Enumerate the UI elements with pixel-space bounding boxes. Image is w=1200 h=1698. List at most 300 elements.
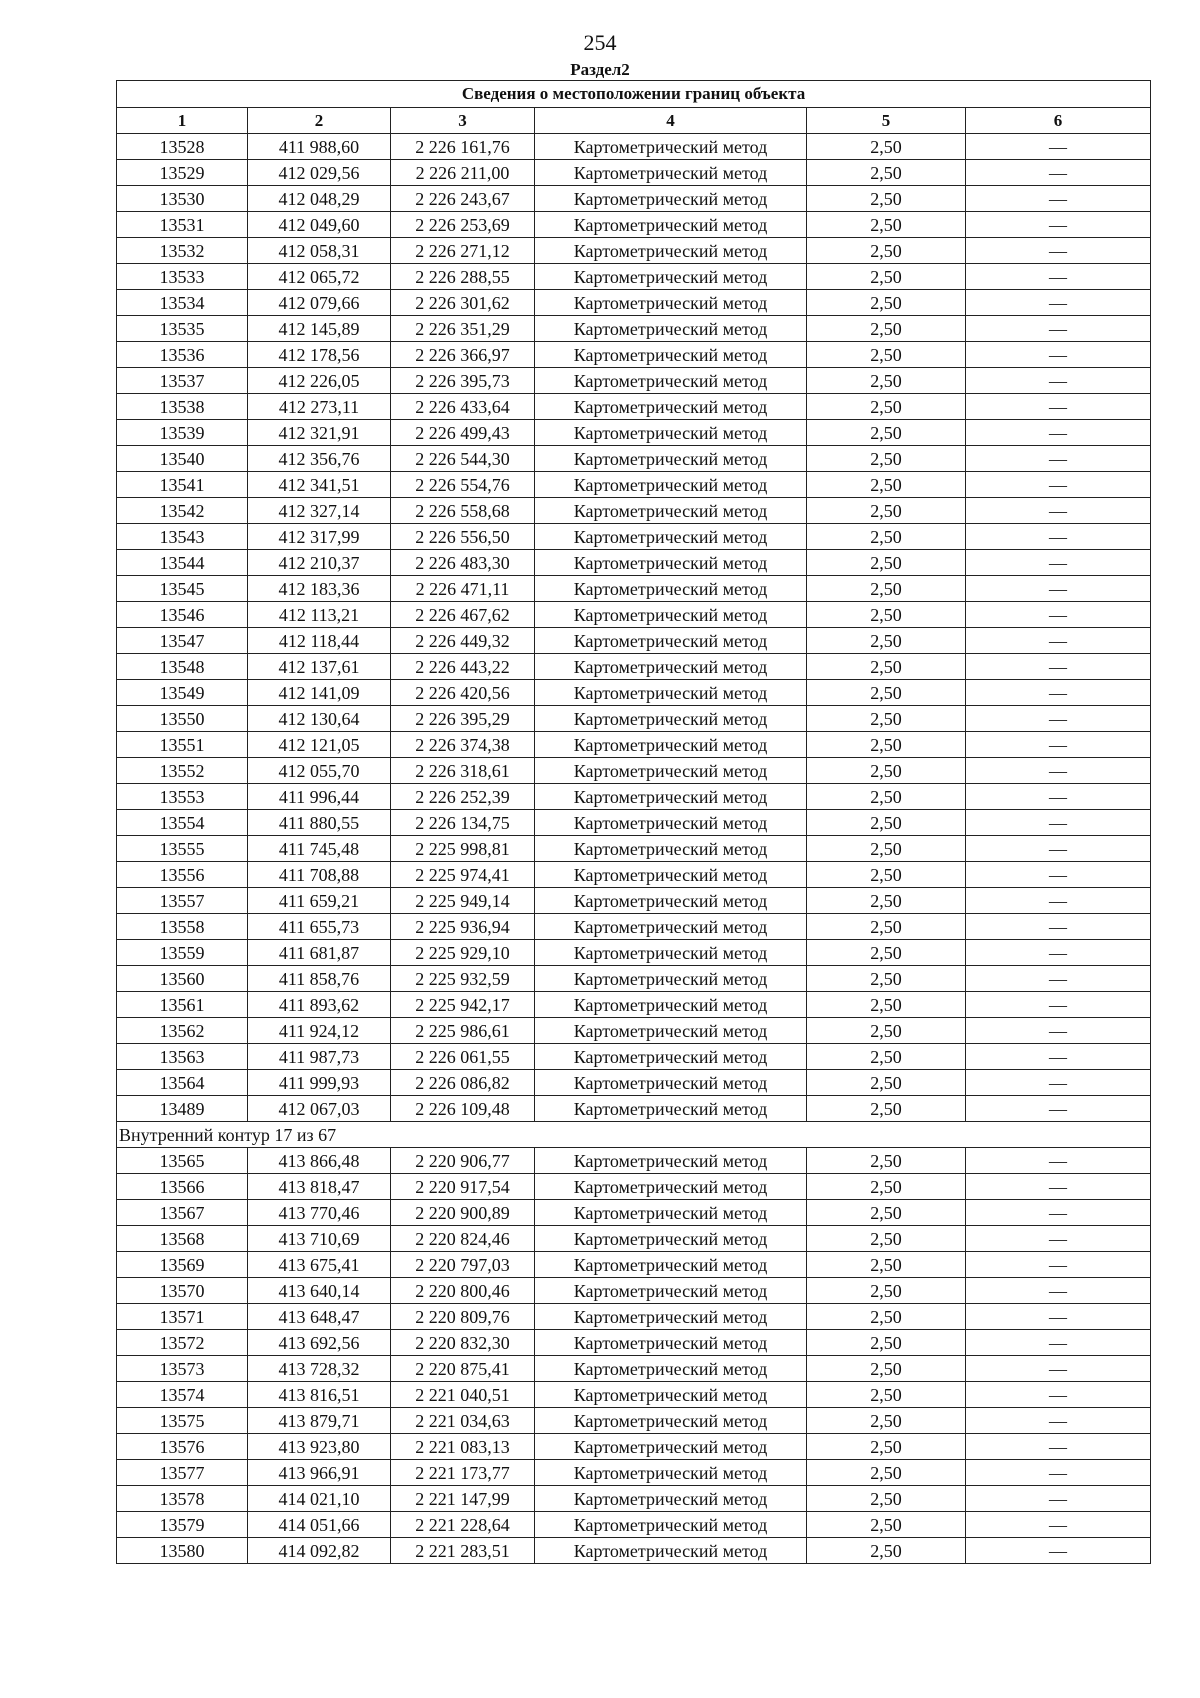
y-coordinate-cell: 2 226 301,62 xyxy=(391,290,535,316)
accuracy-cell: 2,50 xyxy=(807,1356,966,1382)
point-number-cell: 13556 xyxy=(117,862,248,888)
method-cell: Картометрический метод xyxy=(535,290,807,316)
note-value: — xyxy=(1049,1514,1068,1535)
y-coordinate-cell: 2 220 824,46 xyxy=(391,1226,535,1252)
x-coordinate-cell: 413 728,32 xyxy=(248,1356,391,1382)
y-coordinate-cell: 2 220 832,30 xyxy=(391,1330,535,1356)
x-coordinate-cell: 411 880,55 xyxy=(248,810,391,836)
x-coordinate-cell: 412 048,29 xyxy=(248,186,391,212)
point-number-cell: 13539 xyxy=(117,420,248,446)
accuracy-cell: 2,50 xyxy=(807,1460,966,1486)
x-coordinate-cell: 411 988,60 xyxy=(248,134,391,160)
note-cell xyxy=(966,1382,1151,1408)
boundary-coordinates-table xyxy=(116,80,1151,1564)
method-cell: Картометрический метод xyxy=(535,1200,807,1226)
method-cell: Картометрический метод xyxy=(535,940,807,966)
point-number-cell: 13534 xyxy=(117,290,248,316)
point-number-cell: 13555 xyxy=(117,836,248,862)
x-coordinate-cell: 412 356,76 xyxy=(248,446,391,472)
method-cell: Картометрический метод xyxy=(535,212,807,238)
x-coordinate-cell: 414 051,66 xyxy=(248,1512,391,1538)
note-value: — xyxy=(1049,1488,1068,1509)
method-cell: Картометрический метод xyxy=(535,368,807,394)
note-value: — xyxy=(1049,396,1068,417)
method-cell: Картометрический метод xyxy=(535,1070,807,1096)
note-cell xyxy=(966,628,1151,654)
point-number-cell: 13573 xyxy=(117,1356,248,1382)
note-value: — xyxy=(1049,760,1068,781)
method-cell: Картометрический метод xyxy=(535,342,807,368)
y-coordinate-cell: 2 221 283,51 xyxy=(391,1538,535,1564)
table-row xyxy=(117,706,1151,732)
y-coordinate-cell: 2 226 366,97 xyxy=(391,342,535,368)
note-value: — xyxy=(1049,1436,1068,1457)
accuracy-cell: 2,50 xyxy=(807,784,966,810)
table-row xyxy=(117,810,1151,836)
note-cell xyxy=(966,1460,1151,1486)
x-coordinate-cell: 412 079,66 xyxy=(248,290,391,316)
table-row xyxy=(117,342,1151,368)
x-coordinate-cell: 411 655,73 xyxy=(248,914,391,940)
x-coordinate-cell: 412 065,72 xyxy=(248,264,391,290)
x-coordinate-cell: 412 178,56 xyxy=(248,342,391,368)
note-value: — xyxy=(1049,734,1068,755)
accuracy-cell: 2,50 xyxy=(807,966,966,992)
accuracy-cell: 2,50 xyxy=(807,836,966,862)
note-value: — xyxy=(1049,708,1068,729)
note-value: — xyxy=(1049,916,1068,937)
note-value: — xyxy=(1049,188,1068,209)
method-cell: Картометрический метод xyxy=(535,316,807,342)
point-number-cell: 13543 xyxy=(117,524,248,550)
y-coordinate-cell: 2 226 288,55 xyxy=(391,264,535,290)
method-cell: Картометрический метод xyxy=(535,862,807,888)
method-cell: Картометрический метод xyxy=(535,966,807,992)
table-row xyxy=(117,628,1151,654)
method-cell: Картометрический метод xyxy=(535,888,807,914)
note-value: — xyxy=(1049,838,1068,859)
x-coordinate-cell: 412 137,61 xyxy=(248,654,391,680)
table-row xyxy=(117,576,1151,602)
y-coordinate-cell: 2 226 558,68 xyxy=(391,498,535,524)
note-cell xyxy=(966,836,1151,862)
note-cell xyxy=(966,316,1151,342)
x-coordinate-cell: 413 866,48 xyxy=(248,1148,391,1174)
contour-row xyxy=(117,1122,1151,1148)
method-cell: Картометрический метод xyxy=(535,732,807,758)
note-value: — xyxy=(1049,500,1068,521)
note-cell xyxy=(966,602,1151,628)
x-coordinate-cell: 414 021,10 xyxy=(248,1486,391,1512)
table-row xyxy=(117,1096,1151,1122)
note-cell xyxy=(966,966,1151,992)
y-coordinate-cell: 2 226 351,29 xyxy=(391,316,535,342)
accuracy-cell: 2,50 xyxy=(807,1096,966,1122)
note-value: — xyxy=(1049,994,1068,1015)
x-coordinate-cell: 413 640,14 xyxy=(248,1278,391,1304)
table-row xyxy=(117,290,1151,316)
table-row xyxy=(117,1070,1151,1096)
table-row xyxy=(117,394,1151,420)
y-coordinate-cell: 2 225 942,17 xyxy=(391,992,535,1018)
note-value: — xyxy=(1049,240,1068,261)
y-coordinate-cell: 2 225 949,14 xyxy=(391,888,535,914)
method-cell: Картометрический метод xyxy=(535,1148,807,1174)
y-coordinate-cell: 2 220 809,76 xyxy=(391,1304,535,1330)
accuracy-cell: 2,50 xyxy=(807,940,966,966)
y-coordinate-cell: 2 226 252,39 xyxy=(391,784,535,810)
method-cell: Картометрический метод xyxy=(535,654,807,680)
y-coordinate-cell: 2 220 797,03 xyxy=(391,1252,535,1278)
accuracy-cell: 2,50 xyxy=(807,472,966,498)
y-coordinate-cell: 2 220 917,54 xyxy=(391,1174,535,1200)
accuracy-cell: 2,50 xyxy=(807,1226,966,1252)
column-header: 2 xyxy=(248,108,391,134)
method-cell: Картометрический метод xyxy=(535,680,807,706)
method-cell: Картометрический метод xyxy=(535,1356,807,1382)
note-cell xyxy=(966,368,1151,394)
note-value: — xyxy=(1049,1150,1068,1171)
note-value: — xyxy=(1049,890,1068,911)
point-number-cell: 13575 xyxy=(117,1408,248,1434)
accuracy-cell: 2,50 xyxy=(807,602,966,628)
method-cell: Картометрический метод xyxy=(535,1226,807,1252)
note-value: — xyxy=(1049,214,1068,235)
x-coordinate-cell: 413 818,47 xyxy=(248,1174,391,1200)
table-row xyxy=(117,732,1151,758)
y-coordinate-cell: 2 220 900,89 xyxy=(391,1200,535,1226)
y-coordinate-cell: 2 226 395,73 xyxy=(391,368,535,394)
method-cell: Картометрический метод xyxy=(535,1096,807,1122)
method-cell: Картометрический метод xyxy=(535,1304,807,1330)
x-coordinate-cell: 411 659,21 xyxy=(248,888,391,914)
method-cell: Картометрический метод xyxy=(535,628,807,654)
x-coordinate-cell: 412 029,56 xyxy=(248,160,391,186)
note-cell xyxy=(966,160,1151,186)
note-value: — xyxy=(1049,474,1068,495)
x-coordinate-cell: 411 708,88 xyxy=(248,862,391,888)
point-number-cell: 13553 xyxy=(117,784,248,810)
y-coordinate-cell: 2 226 420,56 xyxy=(391,680,535,706)
note-cell xyxy=(966,264,1151,290)
note-value: — xyxy=(1049,370,1068,391)
note-cell xyxy=(966,758,1151,784)
point-number-cell: 13542 xyxy=(117,498,248,524)
accuracy-cell: 2,50 xyxy=(807,212,966,238)
note-cell xyxy=(966,446,1151,472)
x-coordinate-cell: 414 092,82 xyxy=(248,1538,391,1564)
method-cell: Картометрический метод xyxy=(535,1382,807,1408)
contour-label: Внутренний контур 17 из 67 xyxy=(117,1122,1151,1148)
x-coordinate-cell: 412 183,36 xyxy=(248,576,391,602)
accuracy-cell: 2,50 xyxy=(807,1278,966,1304)
table-row xyxy=(117,1252,1151,1278)
point-number-cell: 13579 xyxy=(117,1512,248,1538)
table-row xyxy=(117,160,1151,186)
table-row xyxy=(117,134,1151,160)
method-cell: Картометрический метод xyxy=(535,602,807,628)
x-coordinate-cell: 411 999,93 xyxy=(248,1070,391,1096)
table-row xyxy=(117,1538,1151,1564)
y-coordinate-cell: 2 226 471,11 xyxy=(391,576,535,602)
point-number-cell: 13580 xyxy=(117,1538,248,1564)
note-cell xyxy=(966,1512,1151,1538)
y-coordinate-cell: 2 225 974,41 xyxy=(391,862,535,888)
x-coordinate-cell: 411 987,73 xyxy=(248,1044,391,1070)
y-coordinate-cell: 2 226 134,75 xyxy=(391,810,535,836)
note-cell xyxy=(966,1200,1151,1226)
point-number-cell: 13548 xyxy=(117,654,248,680)
table-row xyxy=(117,654,1151,680)
method-cell: Картометрический метод xyxy=(535,446,807,472)
table-row xyxy=(117,784,1151,810)
point-number-cell: 13544 xyxy=(117,550,248,576)
table-row xyxy=(117,524,1151,550)
note-cell xyxy=(966,212,1151,238)
x-coordinate-cell: 412 113,21 xyxy=(248,602,391,628)
note-cell xyxy=(966,1434,1151,1460)
x-coordinate-cell: 412 130,64 xyxy=(248,706,391,732)
note-value: — xyxy=(1049,448,1068,469)
note-value: — xyxy=(1049,812,1068,833)
point-number-cell: 13559 xyxy=(117,940,248,966)
method-cell: Картометрический метод xyxy=(535,1278,807,1304)
point-number-cell: 13572 xyxy=(117,1330,248,1356)
accuracy-cell: 2,50 xyxy=(807,1512,966,1538)
accuracy-cell: 2,50 xyxy=(807,1252,966,1278)
y-coordinate-cell: 2 226 086,82 xyxy=(391,1070,535,1096)
table-row xyxy=(117,368,1151,394)
accuracy-cell: 2,50 xyxy=(807,706,966,732)
method-cell: Картометрический метод xyxy=(535,1252,807,1278)
y-coordinate-cell: 2 221 147,99 xyxy=(391,1486,535,1512)
accuracy-cell: 2,50 xyxy=(807,316,966,342)
note-cell xyxy=(966,1330,1151,1356)
note-cell xyxy=(966,1070,1151,1096)
note-value: — xyxy=(1049,344,1068,365)
table-row xyxy=(117,238,1151,264)
note-cell xyxy=(966,576,1151,602)
note-value: — xyxy=(1049,942,1068,963)
y-coordinate-cell: 2 226 109,48 xyxy=(391,1096,535,1122)
table-row xyxy=(117,316,1151,342)
table-row xyxy=(117,264,1151,290)
point-number-cell: 13550 xyxy=(117,706,248,732)
note-cell xyxy=(966,524,1151,550)
note-cell xyxy=(966,238,1151,264)
table-row xyxy=(117,680,1151,706)
accuracy-cell: 2,50 xyxy=(807,394,966,420)
note-cell xyxy=(966,186,1151,212)
note-cell xyxy=(966,654,1151,680)
x-coordinate-cell: 412 210,37 xyxy=(248,550,391,576)
point-number-cell: 13560 xyxy=(117,966,248,992)
note-value: — xyxy=(1049,266,1068,287)
method-cell: Картометрический метод xyxy=(535,160,807,186)
x-coordinate-cell: 411 745,48 xyxy=(248,836,391,862)
point-number-cell: 13547 xyxy=(117,628,248,654)
accuracy-cell: 2,50 xyxy=(807,1174,966,1200)
y-coordinate-cell: 2 220 800,46 xyxy=(391,1278,535,1304)
note-cell xyxy=(966,680,1151,706)
x-coordinate-cell: 412 317,99 xyxy=(248,524,391,550)
table-row xyxy=(117,1356,1151,1382)
accuracy-cell: 2,50 xyxy=(807,654,966,680)
table-row xyxy=(117,758,1151,784)
accuracy-cell: 2,50 xyxy=(807,1330,966,1356)
table-row xyxy=(117,1226,1151,1252)
accuracy-cell: 2,50 xyxy=(807,628,966,654)
y-coordinate-cell: 2 226 211,00 xyxy=(391,160,535,186)
note-cell xyxy=(966,706,1151,732)
x-coordinate-cell: 413 879,71 xyxy=(248,1408,391,1434)
point-number-cell: 13489 xyxy=(117,1096,248,1122)
y-coordinate-cell: 2 226 467,62 xyxy=(391,602,535,628)
y-coordinate-cell: 2 226 499,43 xyxy=(391,420,535,446)
accuracy-cell: 2,50 xyxy=(807,342,966,368)
point-number-cell: 13552 xyxy=(117,758,248,784)
note-value: — xyxy=(1049,1462,1068,1483)
accuracy-cell: 2,50 xyxy=(807,238,966,264)
accuracy-cell: 2,50 xyxy=(807,1538,966,1564)
note-value: — xyxy=(1049,864,1068,885)
y-coordinate-cell: 2 226 449,32 xyxy=(391,628,535,654)
method-cell: Картометрический метод xyxy=(535,1434,807,1460)
table-row xyxy=(117,446,1151,472)
y-coordinate-cell: 2 221 083,13 xyxy=(391,1434,535,1460)
y-coordinate-cell: 2 225 936,94 xyxy=(391,914,535,940)
point-number-cell: 13541 xyxy=(117,472,248,498)
method-cell: Картометрический метод xyxy=(535,498,807,524)
x-coordinate-cell: 412 121,05 xyxy=(248,732,391,758)
method-cell: Картометрический метод xyxy=(535,1018,807,1044)
accuracy-cell: 2,50 xyxy=(807,576,966,602)
y-coordinate-cell: 2 226 253,69 xyxy=(391,212,535,238)
point-number-cell: 13557 xyxy=(117,888,248,914)
y-coordinate-cell: 2 226 556,50 xyxy=(391,524,535,550)
note-cell xyxy=(966,940,1151,966)
column-header: 6 xyxy=(966,108,1151,134)
note-value: — xyxy=(1049,630,1068,651)
method-cell: Картометрический метод xyxy=(535,1330,807,1356)
note-value: — xyxy=(1049,1280,1068,1301)
note-cell xyxy=(966,992,1151,1018)
accuracy-cell: 2,50 xyxy=(807,1070,966,1096)
x-coordinate-cell: 412 141,09 xyxy=(248,680,391,706)
note-cell xyxy=(966,134,1151,160)
note-cell xyxy=(966,342,1151,368)
accuracy-cell: 2,50 xyxy=(807,368,966,394)
y-coordinate-cell: 2 221 173,77 xyxy=(391,1460,535,1486)
x-coordinate-cell: 413 966,91 xyxy=(248,1460,391,1486)
y-coordinate-cell: 2 226 318,61 xyxy=(391,758,535,784)
x-coordinate-cell: 411 681,87 xyxy=(248,940,391,966)
note-value: — xyxy=(1049,1306,1068,1327)
accuracy-cell: 2,50 xyxy=(807,524,966,550)
x-coordinate-cell: 412 058,31 xyxy=(248,238,391,264)
table-row xyxy=(117,1148,1151,1174)
table-row xyxy=(117,1174,1151,1200)
note-cell xyxy=(966,1252,1151,1278)
method-cell: Картометрический метод xyxy=(535,1460,807,1486)
accuracy-cell: 2,50 xyxy=(807,914,966,940)
accuracy-cell: 2,50 xyxy=(807,888,966,914)
table-row xyxy=(117,1408,1151,1434)
table-row xyxy=(117,836,1151,862)
note-value: — xyxy=(1049,656,1068,677)
note-cell xyxy=(966,1356,1151,1382)
y-coordinate-cell: 2 226 374,38 xyxy=(391,732,535,758)
x-coordinate-cell: 412 145,89 xyxy=(248,316,391,342)
note-cell xyxy=(966,290,1151,316)
table-row xyxy=(117,1330,1151,1356)
note-value: — xyxy=(1049,552,1068,573)
note-cell xyxy=(966,1304,1151,1330)
point-number-cell: 13568 xyxy=(117,1226,248,1252)
note-value: — xyxy=(1049,1358,1068,1379)
note-cell xyxy=(966,732,1151,758)
accuracy-cell: 2,50 xyxy=(807,550,966,576)
method-cell: Картометрический метод xyxy=(535,576,807,602)
column-header: 5 xyxy=(807,108,966,134)
point-number-cell: 13554 xyxy=(117,810,248,836)
accuracy-cell: 2,50 xyxy=(807,680,966,706)
column-header: 4 xyxy=(535,108,807,134)
method-cell: Картометрический метод xyxy=(535,758,807,784)
method-cell: Картометрический метод xyxy=(535,394,807,420)
x-coordinate-cell: 412 055,70 xyxy=(248,758,391,784)
x-coordinate-cell: 413 816,51 xyxy=(248,1382,391,1408)
x-coordinate-cell: 413 923,80 xyxy=(248,1434,391,1460)
method-cell: Картометрический метод xyxy=(535,706,807,732)
point-number-cell: 13532 xyxy=(117,238,248,264)
note-cell xyxy=(966,472,1151,498)
point-number-cell: 13566 xyxy=(117,1174,248,1200)
note-cell xyxy=(966,498,1151,524)
column-header: 1 xyxy=(117,108,248,134)
point-number-cell: 13558 xyxy=(117,914,248,940)
table-row xyxy=(117,888,1151,914)
note-value: — xyxy=(1049,1254,1068,1275)
y-coordinate-cell: 2 225 932,59 xyxy=(391,966,535,992)
method-cell: Картометрический метод xyxy=(535,784,807,810)
note-value: — xyxy=(1049,292,1068,313)
point-number-cell: 13570 xyxy=(117,1278,248,1304)
column-header: 3 xyxy=(391,108,535,134)
table-body xyxy=(117,81,1151,1564)
point-number-cell: 13536 xyxy=(117,342,248,368)
table-row xyxy=(117,1200,1151,1226)
point-number-cell: 13569 xyxy=(117,1252,248,1278)
note-value: — xyxy=(1049,682,1068,703)
table-caption-row xyxy=(117,81,1151,108)
table-row xyxy=(117,1382,1151,1408)
column-header-row xyxy=(117,108,1151,134)
x-coordinate-cell: 412 273,11 xyxy=(248,394,391,420)
note-cell xyxy=(966,1408,1151,1434)
y-coordinate-cell: 2 225 998,81 xyxy=(391,836,535,862)
y-coordinate-cell: 2 221 228,64 xyxy=(391,1512,535,1538)
note-cell xyxy=(966,1174,1151,1200)
table-row xyxy=(117,966,1151,992)
note-value: — xyxy=(1049,1020,1068,1041)
x-coordinate-cell: 412 327,14 xyxy=(248,498,391,524)
accuracy-cell: 2,50 xyxy=(807,732,966,758)
point-number-cell: 13537 xyxy=(117,368,248,394)
accuracy-cell: 2,50 xyxy=(807,264,966,290)
method-cell: Картометрический метод xyxy=(535,420,807,446)
accuracy-cell: 2,50 xyxy=(807,992,966,1018)
